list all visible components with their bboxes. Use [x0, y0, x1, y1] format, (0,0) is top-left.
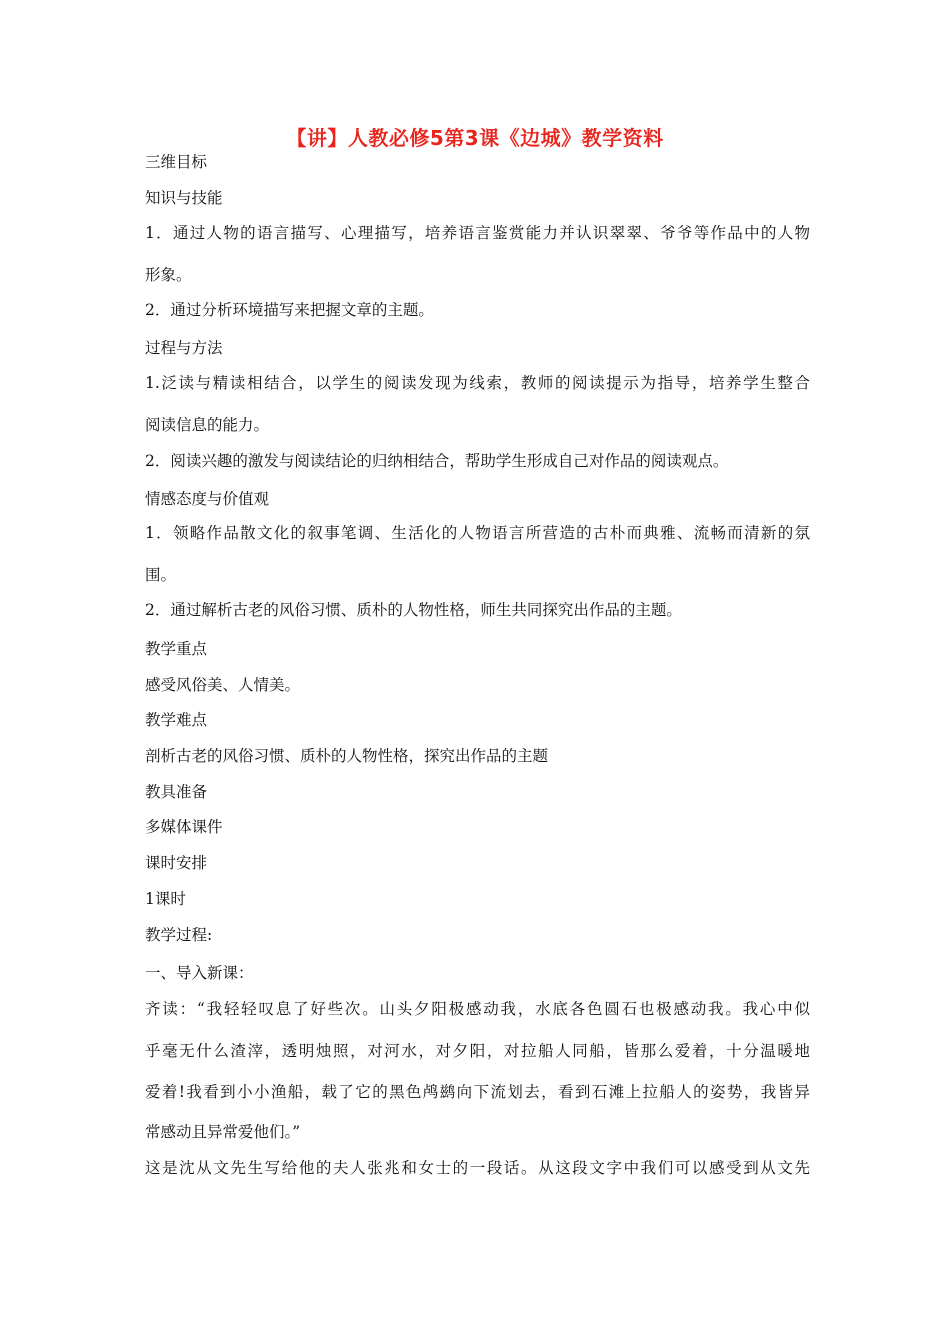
heading-teaching-difficulty: 教学难点: [145, 711, 208, 729]
heading-teaching-aids: 教具准备: [145, 783, 208, 801]
paragraph-line: 2．阅读兴趣的激发与阅读结论的归纳相结合，帮助学生形成自己对作品的阅读观点。: [145, 452, 729, 470]
paragraph-line: 齐读：“我轻轻叹息了好些次。山头夕阳极感动我，水底各色圆石也极感动我。我心中似: [145, 1000, 810, 1018]
paragraph-line: 1.泛读与精读相结合，以学生的阅读发现为线索，教师的阅读提示为指导，培养学生整合: [145, 374, 810, 392]
paragraph-line: 围。: [145, 566, 177, 584]
paragraph-line: 这是沈从文先生写给他的夫人张兆和女士的一段话。从这段文字中我们可以感受到从文先: [145, 1159, 810, 1177]
paragraph-line: 爱着!我看到小小渔船，载了它的黑色鸬鹚向下流划去，看到石滩上拉船人的姿势，我皆异: [145, 1083, 810, 1101]
heading-teaching-process: 教学过程:: [145, 926, 213, 944]
subheading-emotion-values: 情感态度与价值观: [145, 490, 270, 508]
paragraph-line: 常感动且异常爱他们。”: [145, 1123, 301, 1141]
paragraph-line: 多媒体课件: [145, 818, 223, 836]
paragraph-line: 感受风俗美、人情美。: [145, 676, 301, 694]
heading-teaching-focus: 教学重点: [145, 640, 208, 658]
paragraph-line: 剖析古老的风俗习惯、质朴的人物性格，探究出作品的主题: [145, 747, 549, 765]
paragraph-line: 2．通过分析环境描写来把握文章的主题。: [145, 301, 434, 319]
paragraph-line: 2．通过解析古老的风俗习惯、质朴的人物性格，师生共同探究出作品的主题。: [145, 601, 682, 619]
document-title: 【讲】人教必修5第3课《边城》教学资料: [286, 126, 664, 150]
subheading-knowledge-skills: 知识与技能: [145, 189, 223, 207]
paragraph-line: 1．通过人物的语言描写、心理描写，培养语言鉴赏能力并认识翠翠、爷爷等作品中的人物: [145, 224, 810, 242]
paragraph-line: 形象。: [145, 266, 192, 284]
heading-class-schedule: 课时安排: [145, 854, 208, 872]
paragraph-line: 阅读信息的能力。: [145, 416, 270, 434]
heading-three-dimensional-goals: 三维目标: [145, 153, 208, 171]
paragraph-line: 1．领略作品散文化的叙事笔调、生活化的人物语言所营造的古朴而典雅、流畅而清新的氛: [145, 524, 810, 542]
paragraph-line: 1课时: [145, 890, 186, 908]
paragraph-line: 乎毫无什么渣滓，透明烛照，对河水，对夕阳，对拉船人同船，皆那么爱着，十分温暖地: [145, 1042, 810, 1060]
subheading-process-method: 过程与方法: [145, 339, 223, 357]
heading-introduction: 一、导入新课：: [145, 964, 254, 982]
